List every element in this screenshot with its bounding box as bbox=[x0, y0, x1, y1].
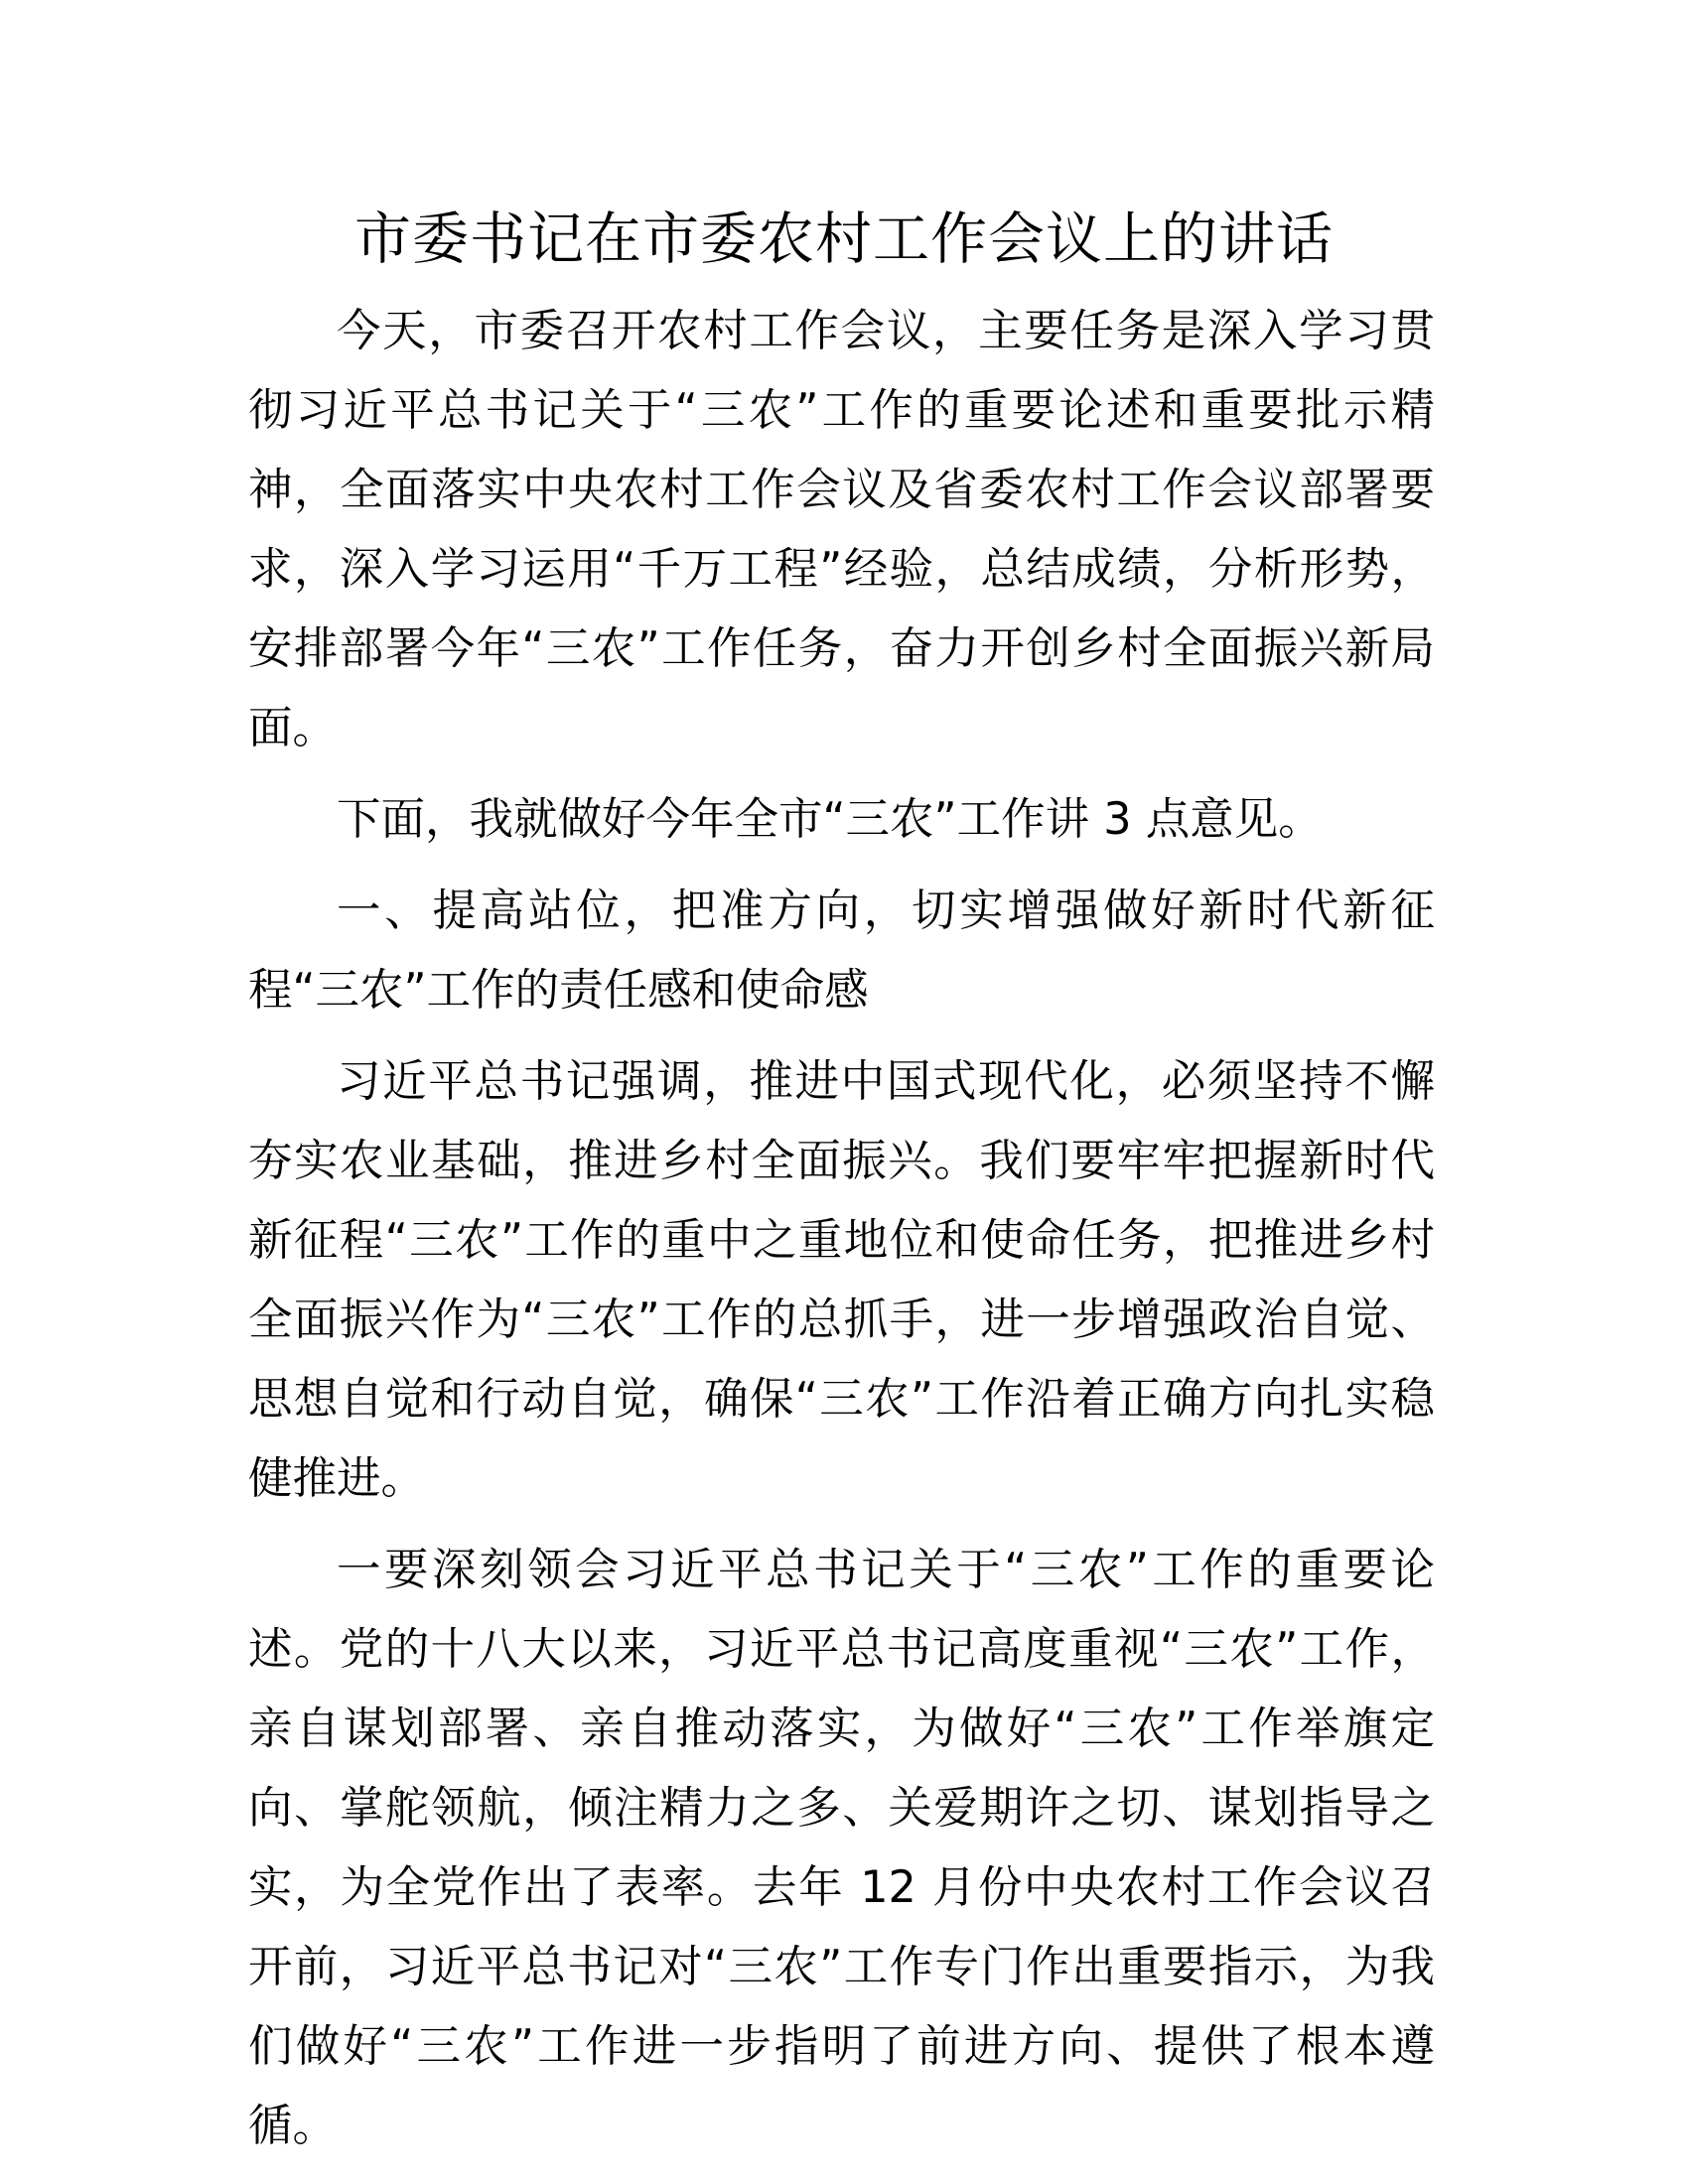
section-heading-1: 一、提高站位，把准方向，切实增强做好新时代新征程“三农”工作的责任感和使命感 bbox=[248, 886, 1435, 1016]
paragraph-point-1: 一要深刻领会习近平总书记关于“三农”工作的重要论述。党的十八大以来，习近平总书记高度重视“三农”工作，亲自谋划部署、亲自推动落实，为做好“三农”工作举旗定向、掌舵领航，倾注精力之多、关爱期许之切、谋划指导之实，为全党作出了表率。去年 12 月份中央农村工作会议召开前，习近平总书记对“三农”工作专门作出重要指示，为我们做好“三农”工作进一步指明了前进方向、提供了根本遵循。 bbox=[248, 1545, 1435, 2151]
paragraph-overview: 下面，我就做好今年全市“三农”工作讲 3 点意见。 bbox=[337, 794, 1323, 845]
paragraph-intro: 今天，市委召开农村工作会议，主要任务是深入学习贯彻习近平总书记关于“三农”工作的重要论述和重要批示精神，全面落实中央农村工作会议及省委农村工作会议部署要求，深入学习运用“千万工程”经验，总结成绩，分析形势，安排部署今年“三农”工作任务，奋力开创乡村全面振兴新局面。 bbox=[248, 306, 1435, 753]
document-title: 市委书记在市委农村工作会议上的讲话 bbox=[354, 206, 1334, 272]
paragraph-section-1-intro: 习近平总书记强调，推进中国式现代化，必须坚持不懈夯实农业基础，推进乡村全面振兴。我们要牢牢把握新时代新征程“三农”工作的重中之重地位和使命任务，把推进乡村全面振兴作为“三农”工作的总抓手，进一步增强政治自觉、思想自觉和行动自觉，确保“三农”工作沿着正确方向扎实稳健推进。 bbox=[248, 1056, 1435, 1504]
document-body bbox=[248, 292, 1435, 2178]
